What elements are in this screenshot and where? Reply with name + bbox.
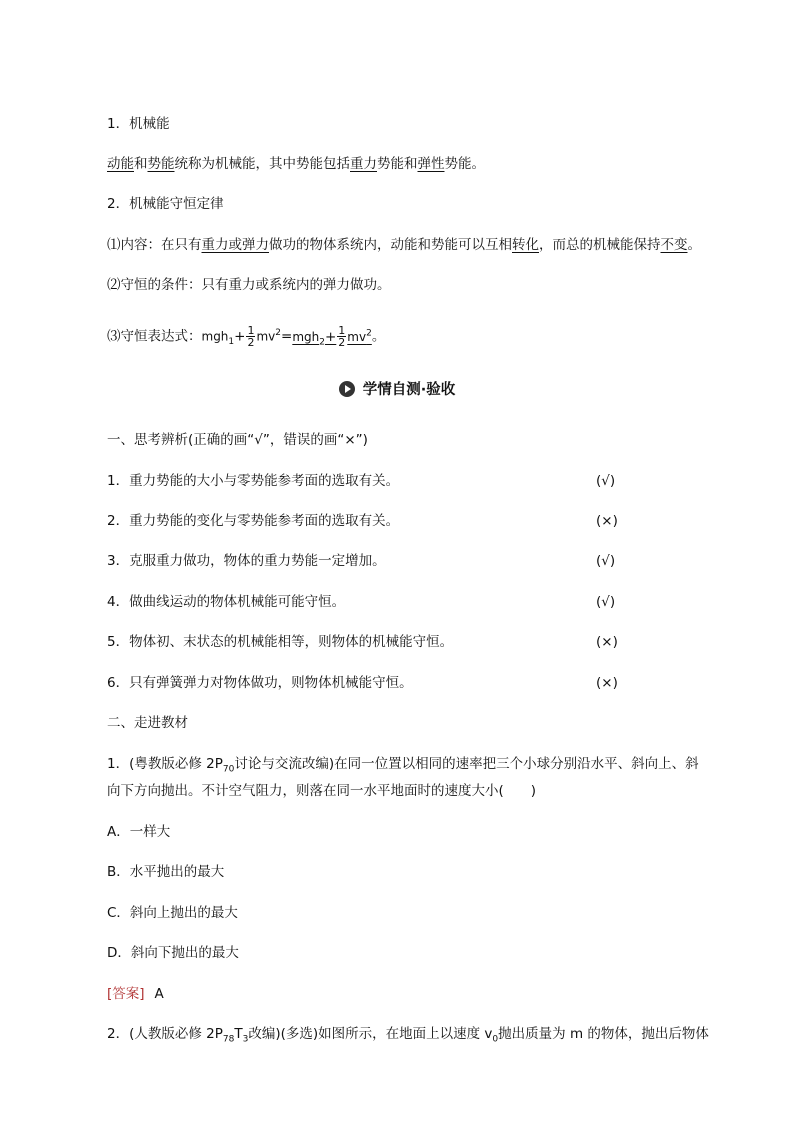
judge-mark-6: (×) [596, 675, 618, 691]
law-expression: ⑶守恒表达式：mgh$_1$+ $\frac{1}{2}$ $mv^2=mgh_2+$ $\frac{1}{2}$ $mv^2$。 [107, 324, 386, 349]
blank-constant: 不变 [660, 237, 688, 253]
judge-mark-3: (√) [596, 553, 616, 569]
blank-gravity: 重力 [350, 156, 377, 172]
law-content: ⑴内容：在只有重力或弹力做功的物体系统内，动能和势能可以互相转化，而总的机械能保持不变。 [107, 237, 701, 253]
blank-transform: 转化 [512, 237, 539, 253]
fraction-half-2: $\frac{1}{2}$ [338, 324, 346, 349]
answer-label: [答案] [107, 986, 145, 1002]
judge-item-5: 5．物体初、末状态的机械能相等，则物体的机械能守恒。 [107, 634, 454, 650]
blank-elastic: 弹性 [417, 156, 445, 172]
blank-force: 重力或弹力 [201, 237, 269, 253]
question-1-line-2: 向下方向抛出。不计空气阻力，则落在同一水平地面时的速度大小( ) [107, 783, 537, 799]
blank-potential: 势能 [147, 156, 175, 172]
play-icon [339, 381, 355, 397]
fraction-half-1: $\frac{1}{2}$ [247, 324, 255, 349]
part-two-title: 二、走进教材 [107, 715, 188, 731]
option-a: A．一样大 [107, 824, 171, 840]
question-1-line-1: 1．(粤教版必修 $2P_{70}$讨论与交流改编)在同一位置以相同的速率把三个小球分别沿水平、斜向上、斜 [107, 756, 699, 775]
judge-item-1: 1．重力势能的大小与零势能参考面的选取有关。 [107, 473, 400, 489]
heading-conservation-law: 2．机械能守恒定律 [107, 196, 224, 212]
question-2-line-1: 2．(人教版必修 $2P_{78}T_3$改编)(多选)如图所示，在地面上以速度 $v_0$抛出质量为 m 的物体，抛出后物体 [107, 1026, 709, 1045]
judge-item-4: 4．做曲线运动的物体机械能可能守恒。 [107, 594, 346, 610]
judge-item-6: 6．只有弹簧弹力对物体做功，则物体机械能守恒。 [107, 675, 413, 691]
answer-value: A [154, 986, 164, 1002]
judge-item-3: 3．克服重力做功，物体的重力势能一定增加。 [107, 553, 386, 569]
section-header: 学情自测·验收 [0, 380, 794, 400]
part-one-title: 一、思考辨析(正确的画“√”，错误的画“×”) [107, 432, 368, 448]
judge-mark-1: (√) [596, 473, 616, 489]
option-c: C．斜向上抛出的最大 [107, 905, 238, 921]
heading-mechanical-energy: 1．机械能 [107, 116, 170, 132]
option-b: B．水平抛出的最大 [107, 864, 225, 880]
blank-kinetic: 动能 [107, 156, 134, 172]
judge-mark-2: (×) [596, 513, 618, 529]
judge-item-2: 2．重力势能的变化与零势能参考面的选取有关。 [107, 513, 400, 529]
judge-mark-4: (√) [596, 594, 616, 610]
judge-mark-5: (×) [596, 634, 618, 650]
option-d: D．斜向下抛出的最大 [107, 945, 239, 961]
definition-paragraph: 动能和势能统称为机械能，其中势能包括重力势能和弹性势能。 [107, 156, 485, 172]
law-condition: ⑵守恒的条件：只有重力或系统内的弹力做功。 [107, 277, 391, 293]
blank-expression: mgh$_2$+ $\frac{1}{2}$ $mv^2$ [292, 324, 372, 349]
answer-line [107, 984, 164, 1004]
